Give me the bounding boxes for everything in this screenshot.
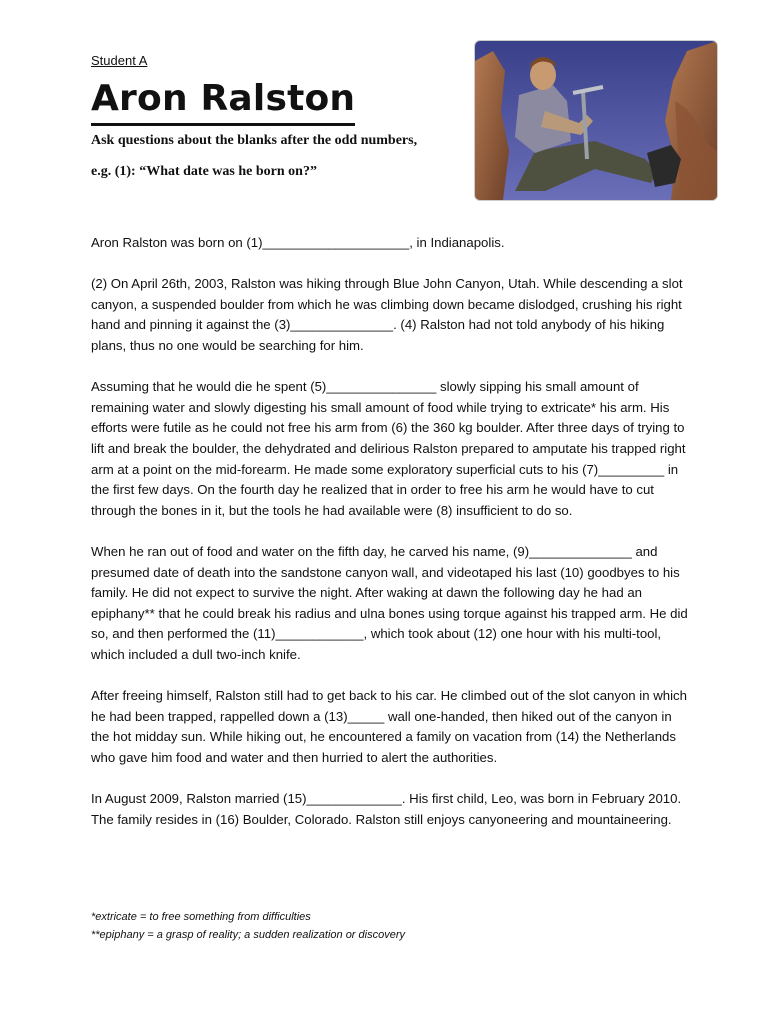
footnote-epiphany: **epiphany = a grasp of reality; a sudden realization or discovery [91,928,405,941]
page-title: Aron Ralston [91,75,355,126]
paragraph-birth: Aron Ralston was born on (1)____________________, in Indianapolis. [91,235,505,250]
instruction-example: e.g. (1): “What date was he born on?” [91,164,317,179]
article-body [91,233,691,851]
climber-photo [474,40,718,201]
footnotes [91,909,405,944]
paragraph-later-life: In August 2009, Ralston married (15)_____________. His first child, Leo, was born in February 2010. The family resides in (16) Boulder, Colorado. Ralston still enjoys canyoneering and mountaineering. [91,791,682,827]
footnote-extricate: *extricate = to free something from difficulties [91,911,311,923]
paragraph-accident: (2) On April 26th, 2003, Ralston was hiking through Blue John Canyon, Utah. While descending a slot canyon, a suspended boulder from which he was climbing down became dislodged, crushing his right hand and pinning it against the (3)______________. (4) Ralston had not told anybody of his hiking plans, thus no one would be searching for him. [91,276,683,353]
student-label: Student A [91,53,148,68]
instruction-line-1: Ask questions about the blanks after the odd numbers, [91,133,418,148]
paragraph-rescue: After freeing himself, Ralston still had to get back to his car. He climbed out of the slot canyon in which he had been trapped, rappelled down a (13)_____ wall one-handed, then hiked out of the canyon in the hot midday sun. While hiking out, he encountered a family on vacation from (14) the Netherlands who gave him food and water and then hurried to alert the authorities. [91,688,687,765]
climber-photo-icon [475,41,717,200]
paragraph-trapped: Assuming that he would die he spent (5)_______________ slowly sipping his small amount of remaining water and slowly digesting his small amount of food while trying to extricate* his arm. His efforts were futile as he could not free his arm from (6) the 360 kg boulder. After three days of trying to lift and break the boulder, the dehydrated and delirious Ralston prepared to amputate his trapped right arm at a point on the mid-forearm. He made some exploratory superficial cuts to his (7)_________ in the first few days. On the fourth day he realized that in order to free his arm he would have to cut through the bones in it, but the tools he had available were (8) insufficient to do so. [91,379,686,518]
paragraph-escape: When he ran out of food and water on the fifth day, he carved his name, (9)______________ and presumed date of death into the sandstone canyon wall, and videotaped his last (10) goodbyes to his family. He did not expect to survive the night. After waking at dawn the following day he had an epiphany** that he could break his radius and ulna bones using torque against his trapped arm. He did so, and then performed the (11)____________, which took about (12) one hour with his multi-tool, which included a dull two-inch knife. [91,543,688,662]
